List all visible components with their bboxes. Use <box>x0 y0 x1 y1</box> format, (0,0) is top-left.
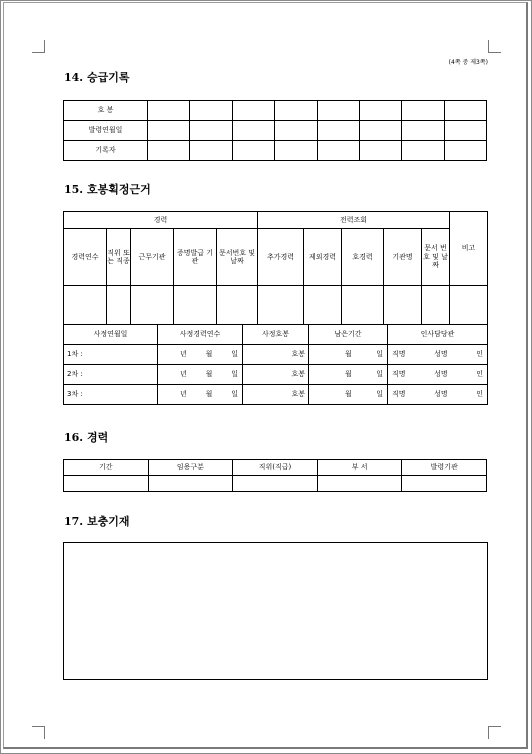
column-header: 제외경력 <box>304 229 342 286</box>
row-label-hobong: 호 봉 <box>64 101 148 121</box>
column-header: 남은기간 <box>309 325 388 345</box>
crop-mark-bottom-left <box>32 726 45 739</box>
section-15-title: 15. 호봉획정근거 <box>64 183 151 196</box>
column-header: 사정경력연수 <box>158 325 243 345</box>
column-header: 문서 번호 및 날짜 <box>422 229 450 286</box>
section-16-title: 16. 경력 <box>64 431 109 444</box>
column-header: 직위(직급) <box>233 460 318 476</box>
column-header: 사정연월일 <box>64 325 158 345</box>
section-14-title: 14. 승급기록 <box>64 71 130 84</box>
round-label: 3차 : <box>64 385 158 405</box>
column-header: 임용구분 <box>148 460 233 476</box>
row-label-recorder: 기록자 <box>64 141 148 161</box>
table-row <box>64 286 488 325</box>
column-header: 증명발급 기관 <box>174 229 217 286</box>
column-header: 사정호봉 <box>243 325 309 345</box>
table-row <box>64 101 487 121</box>
section-17-title: 17. 보충기재 <box>64 515 130 528</box>
table-row <box>64 476 487 492</box>
row-label-appointment-date: 발령연월일 <box>64 121 148 141</box>
column-header: 부 서 <box>317 460 402 476</box>
column-header: 문서번호 및 날짜 <box>217 229 258 286</box>
page-number-note: (4쪽 중 제3쪽) <box>448 59 488 66</box>
table-row: 3차 : 년 월 일 호봉 월 일 직명 성명 인 <box>64 385 488 405</box>
column-header: 인사담당관 <box>388 325 488 345</box>
round-label: 2차 : <box>64 365 158 385</box>
round-label: 1차 : <box>64 345 158 365</box>
column-header-remark: 비고 <box>450 212 488 286</box>
hobong-basis-table <box>63 211 488 325</box>
career-table <box>63 459 487 492</box>
column-header: 직위 또는 직종 <box>107 229 131 286</box>
group-header-career: 경력 <box>64 212 258 229</box>
supplementary-notes-box[interactable] <box>63 542 488 680</box>
column-header: 발령기관 <box>402 460 487 476</box>
table-row <box>64 141 487 161</box>
promotion-record-table <box>63 100 487 161</box>
group-header-review: 전력조회 <box>258 212 450 229</box>
column-header: 추가경력 <box>258 229 304 286</box>
table-row <box>64 229 488 286</box>
column-header: 기간 <box>64 460 149 476</box>
column-header: 경력연수 <box>64 229 107 286</box>
table-row <box>64 212 488 229</box>
table-row: 2차 : 년 월 일 호봉 월 일 직명 성명 인 <box>64 365 488 385</box>
table-row: 1차 : 년 월 일 호봉 월 일 직명 성명 인 <box>64 345 488 365</box>
column-header: 기관명 <box>384 229 422 286</box>
crop-mark-bottom-right <box>488 726 501 739</box>
crop-mark-top-right <box>488 40 501 53</box>
assessment-table <box>63 324 488 405</box>
column-header: 근무기관 <box>131 229 174 286</box>
table-row <box>64 325 488 345</box>
column-header: 호경력 <box>342 229 384 286</box>
table-row <box>64 121 487 141</box>
crop-mark-top-left <box>32 40 45 53</box>
table-row <box>64 460 487 476</box>
